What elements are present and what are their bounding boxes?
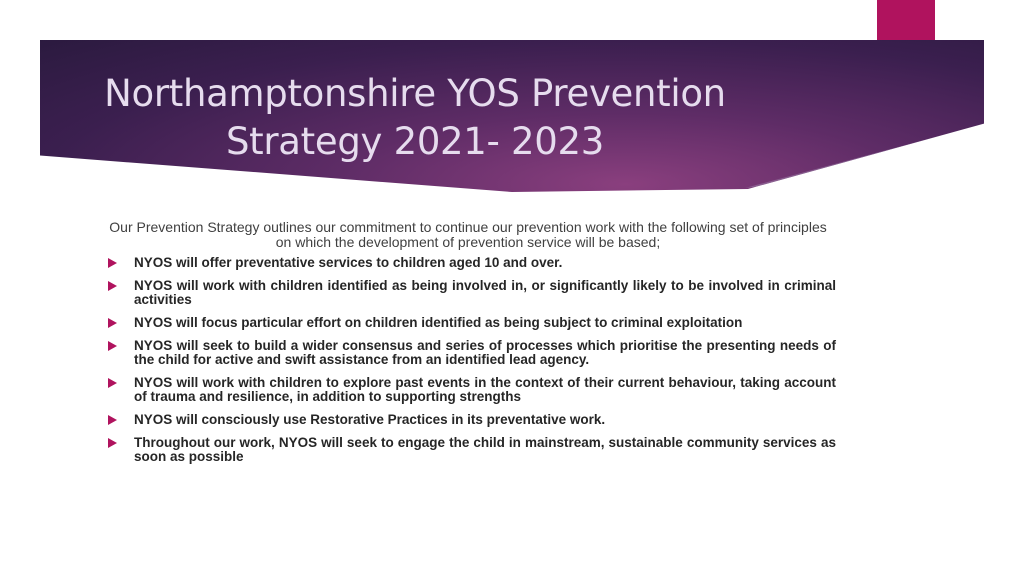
triangle-arrow-icon (108, 341, 117, 351)
list-item (100, 413, 836, 427)
slide-title: Northamptonshire YOS Prevention Strategy 2021- 2023 (104, 72, 726, 163)
principles-list (100, 256, 836, 464)
triangle-arrow-icon (108, 258, 117, 268)
list-item (100, 339, 836, 367)
list-item (100, 376, 836, 404)
list-item-text: NYOS will work with children to explore past events in the context of their current behaviour, taking account of trauma and resilience, in addition to supporting strengths (134, 375, 836, 404)
list-item-text: NYOS will consciously use Restorative Practices in its preventative work. (134, 412, 606, 427)
list-item (100, 279, 836, 307)
list-item-text: NYOS will seek to build a wider consensus and series of processes which prioritise the presenting needs of the child for active and swift assistance from an identified lead agency. (134, 338, 836, 367)
list-item-text: NYOS will offer preventative services to children aged 10 and over. (134, 255, 563, 270)
intro-text: Our Prevention Strategy outlines our commitment to continue our prevention work with the following set of principles on which the development of prevention service will be based; (109, 219, 827, 250)
triangle-arrow-icon (108, 378, 117, 388)
triangle-arrow-icon (108, 318, 117, 328)
list-item-text: NYOS will work with children identified as being involved in, or significantly likely to be involved in criminal activities (134, 278, 836, 307)
slide-body (100, 220, 836, 473)
list-item (100, 316, 836, 330)
list-item (100, 256, 836, 270)
triangle-arrow-icon (108, 438, 117, 448)
list-item-text: NYOS will focus particular effort on children identified as being subject to criminal exploitation (134, 315, 743, 330)
list-item-text: Throughout our work, NYOS will seek to engage the child in mainstream, sustainable community services as soon as possible (134, 435, 836, 464)
triangle-arrow-icon (108, 281, 117, 291)
list-item (100, 436, 836, 464)
triangle-arrow-icon (108, 415, 117, 425)
